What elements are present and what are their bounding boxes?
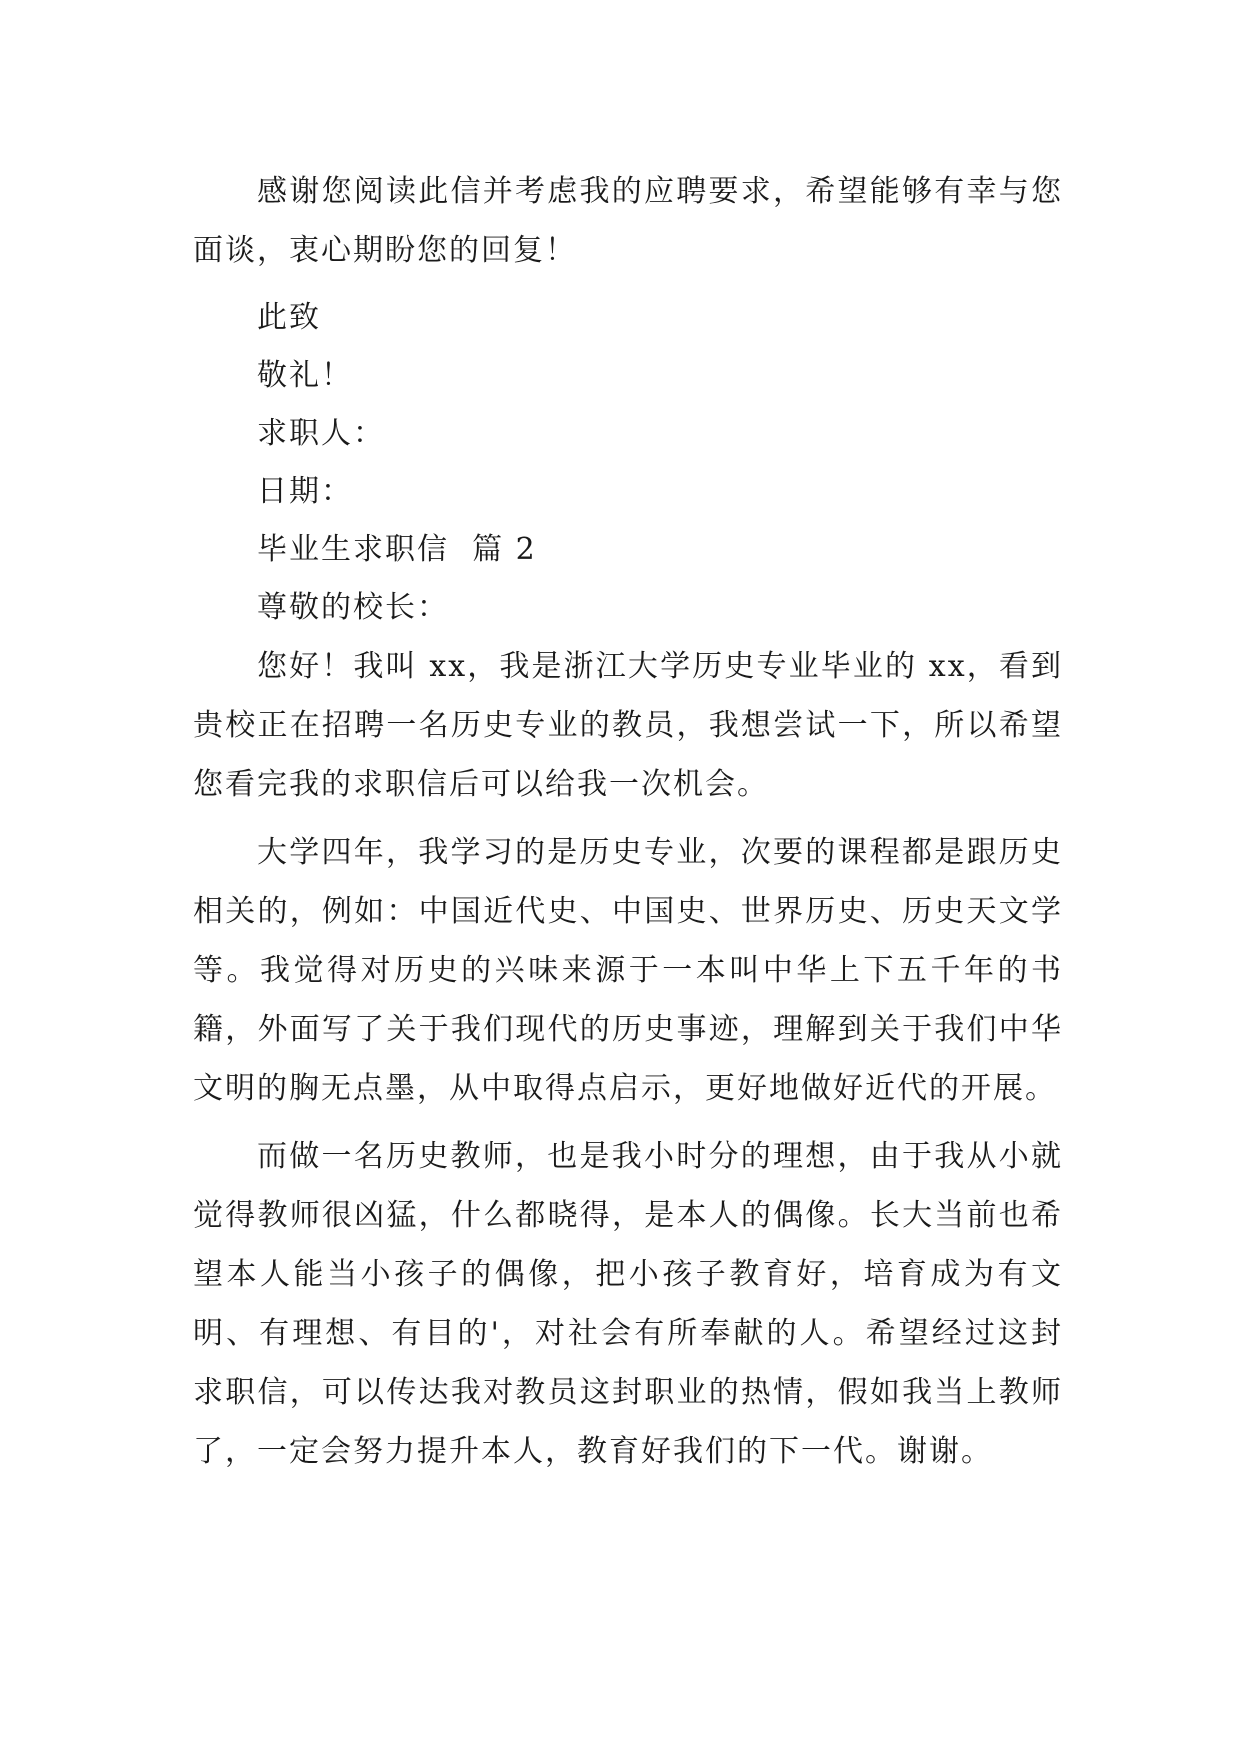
letter-body	[193, 162, 1063, 1481]
applicant-label: 求职人：	[257, 416, 385, 451]
greeting-line: 尊敬的校长：	[257, 590, 449, 625]
date-label: 日期：	[257, 474, 353, 509]
closing-paragraph: 感谢您阅读此信并考虑我的应聘要求，希望能够有幸与您面谈，衷心期盼您的回复！	[193, 174, 1063, 268]
section-heading: 毕业生求职信 篇 2	[257, 532, 537, 567]
education-paragraph: 大学四年，我学习的是历史专业，次要的课程都是跟历史相关的，例如：中国近代史、中国史、世界历史、历史天文学等。我觉得对历史的兴味来源于一本叫中华上下五千年的书籍，外面写了关于我们现代的历史事迹，理解到关于我们中华文明的胸无点墨，从中取得点启示，更好地做好近代的开展。	[193, 835, 1063, 1106]
salutation-cizhi: 此致	[257, 300, 321, 335]
aspiration-paragraph: 而做一名历史教师，也是我小时分的理想，由于我从小就觉得教师很凶猛，什么都晓得，是本人的偶像。长大当前也希望本人能当小孩子的偶像，把小孩子教育好，培育成为有文明、有理想、有目的'，对社会有所奉献的人。希望经过这封求职信，可以传达我对教员这封职业的热情，假如我当上教师了，一定会努力提升本人，教育好我们的下一代。谢谢。	[193, 1139, 1063, 1469]
intro-paragraph: 您好！我叫 xx，我是浙江大学历史专业毕业的 xx，看到贵校正在招聘一名历史专业的教员，我想尝试一下，所以希望您看完我的求职信后可以给我一次机会。	[193, 649, 1063, 802]
salutation-jingli: 敬礼！	[257, 358, 353, 393]
